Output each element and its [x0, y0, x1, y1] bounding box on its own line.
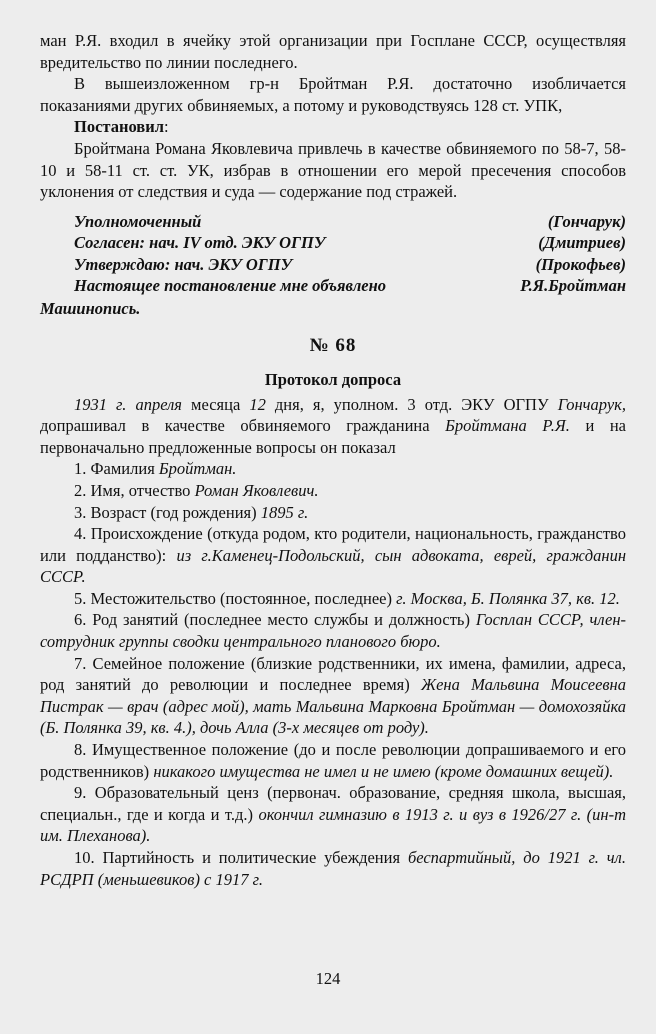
questionnaire-item	[40, 653, 626, 739]
item-answer: из г.Каменец-Подольский, сын адвоката, еврей, гражданин СССР.	[40, 545, 627, 587]
signature-row	[74, 232, 626, 254]
questionnaire-item	[40, 782, 626, 847]
questionnaire-item	[40, 458, 626, 480]
item-question: 8. Имущественное положение (до и после революции допрашиваемого и его родственников)	[40, 740, 626, 781]
item-question: 6. Род занятий (последнее место службы и должность)	[74, 610, 476, 630]
intro-officer: Гончарук,	[557, 394, 626, 414]
signature-row	[74, 254, 626, 276]
intro-text: месяца	[181, 394, 250, 414]
item-question: 9. Образовательный ценз (первонач. образование, средняя школа, высшая, специальн., где и когда и т.д.)	[40, 783, 626, 824]
resolved-label: Постановил	[74, 117, 164, 137]
paragraph-decision: Бройтмана Романа Яковлевича привлечь в качестве обвиняемого по 58-7, 58-10 и 58-11 ст. ст. УК, избрав в отношении его мерой пресечения способов уклонения от следствия и суда — содержание под стражей.	[40, 138, 626, 202]
questionnaire-item	[40, 847, 626, 890]
signature-name: (Дмитриев)	[538, 233, 626, 253]
intro-accused: Бройтмана Р.Я.	[445, 416, 570, 436]
signature-role: Настоящее постановление мне объявлено	[74, 276, 387, 296]
item-answer: 1895 г.	[260, 502, 309, 522]
item-question: 10. Партийность и политические убеждения	[74, 848, 408, 867]
item-answer: Бройтман.	[158, 459, 237, 479]
paragraph-continuation: ман Р.Я. входил в ячейку этой организации при Госплане СССР, осуществляя вредительство по линии последнего.	[40, 31, 626, 72]
protocol-intro	[40, 394, 626, 459]
item-answer: беспартийный, до 1921 г. чл. РСДРП (меньшевиков) с 1917 г.	[40, 848, 626, 889]
intro-text: дня, я, уполном. 3 отд. ЭКУ ОГПУ	[265, 394, 558, 414]
questionnaire-item	[40, 480, 626, 502]
signature-role: Утверждаю: нач. ЭКУ ОГПУ	[74, 254, 293, 274]
document-title: Протокол допроса	[264, 369, 402, 389]
signature-block	[40, 211, 626, 297]
item-answer: окончил гимназию в 1913 г. и вуз в 1926/27 г. (ин-т им. Плеханова).	[40, 804, 626, 846]
page-number: 124	[315, 969, 341, 988]
item-answer: Роман Яковлевич.	[194, 480, 319, 500]
resolved-colon: :	[164, 117, 169, 137]
item-answer: никакого имущества не имел и не имею (кроме домашних вещей).	[153, 761, 614, 781]
item-question: 2. Имя, отчество	[74, 480, 195, 500]
signature-row	[74, 211, 626, 233]
signature-name: (Гончарук)	[547, 211, 626, 231]
intro-day: 12	[249, 394, 266, 414]
paragraph-resolved	[40, 116, 626, 138]
item-question: 1. Фамилия	[74, 459, 159, 479]
item-answer: Госплан СССР, член-сотрудник группы сводки центрального планового бюро.	[40, 610, 626, 652]
paragraph-accusation: В вышеизложенном гр-н Бройтман Р.Я. достаточно изобличается показаниями других обвиняемых, а потому и руководствуясь 128 ст. УПК,	[40, 74, 626, 115]
typescript-note: Машинопись.	[40, 298, 141, 318]
questionnaire-item	[40, 502, 626, 524]
signature-role: Согласен: нач. IV отд. ЭКУ ОГПУ	[74, 233, 326, 253]
document-number: № 68	[309, 335, 357, 357]
item-question: 7. Семейное положение (близкие родственники, их имена, фамилии, адреса, род занятий до революции и последнее время)	[40, 653, 626, 695]
item-question: 4. Происхождение (откуда родом, кто родители, национальность, гражданство или подданство):	[40, 524, 626, 565]
questionnaire-item	[40, 588, 626, 610]
item-question: 3. Возраст (год рождения)	[74, 502, 261, 522]
item-question: 5. Местожительство (постоянное, последнее)	[74, 588, 397, 608]
signature-row	[74, 275, 626, 297]
intro-text: и на первоначально предложенные вопросы он показал	[40, 416, 626, 457]
signature-name: (Прокофьев)	[535, 254, 626, 274]
intro-text: допрашивал в качестве обвиняемого гражданина	[40, 416, 446, 436]
signature-name: Р.Я.Бройтман	[520, 276, 626, 296]
questionnaire-item	[40, 739, 626, 782]
signature-role: Уполномоченный	[74, 211, 202, 231]
questionnaire-item	[40, 609, 626, 652]
item-answer: г. Москва, Б. Полянка 37, кв. 12.	[396, 588, 620, 608]
intro-date: 1931 г. апреля	[74, 394, 182, 414]
item-answer: Жена Мальвина Моисеевна Пистрак — врач (адрес мой), мать Мальвина Марковна Бройтман — домохозяйка (Б. Полянка 39, кв. 4.), дочь Алла (3-х месяцев от роду).	[40, 675, 626, 738]
questionnaire-item	[40, 523, 626, 588]
